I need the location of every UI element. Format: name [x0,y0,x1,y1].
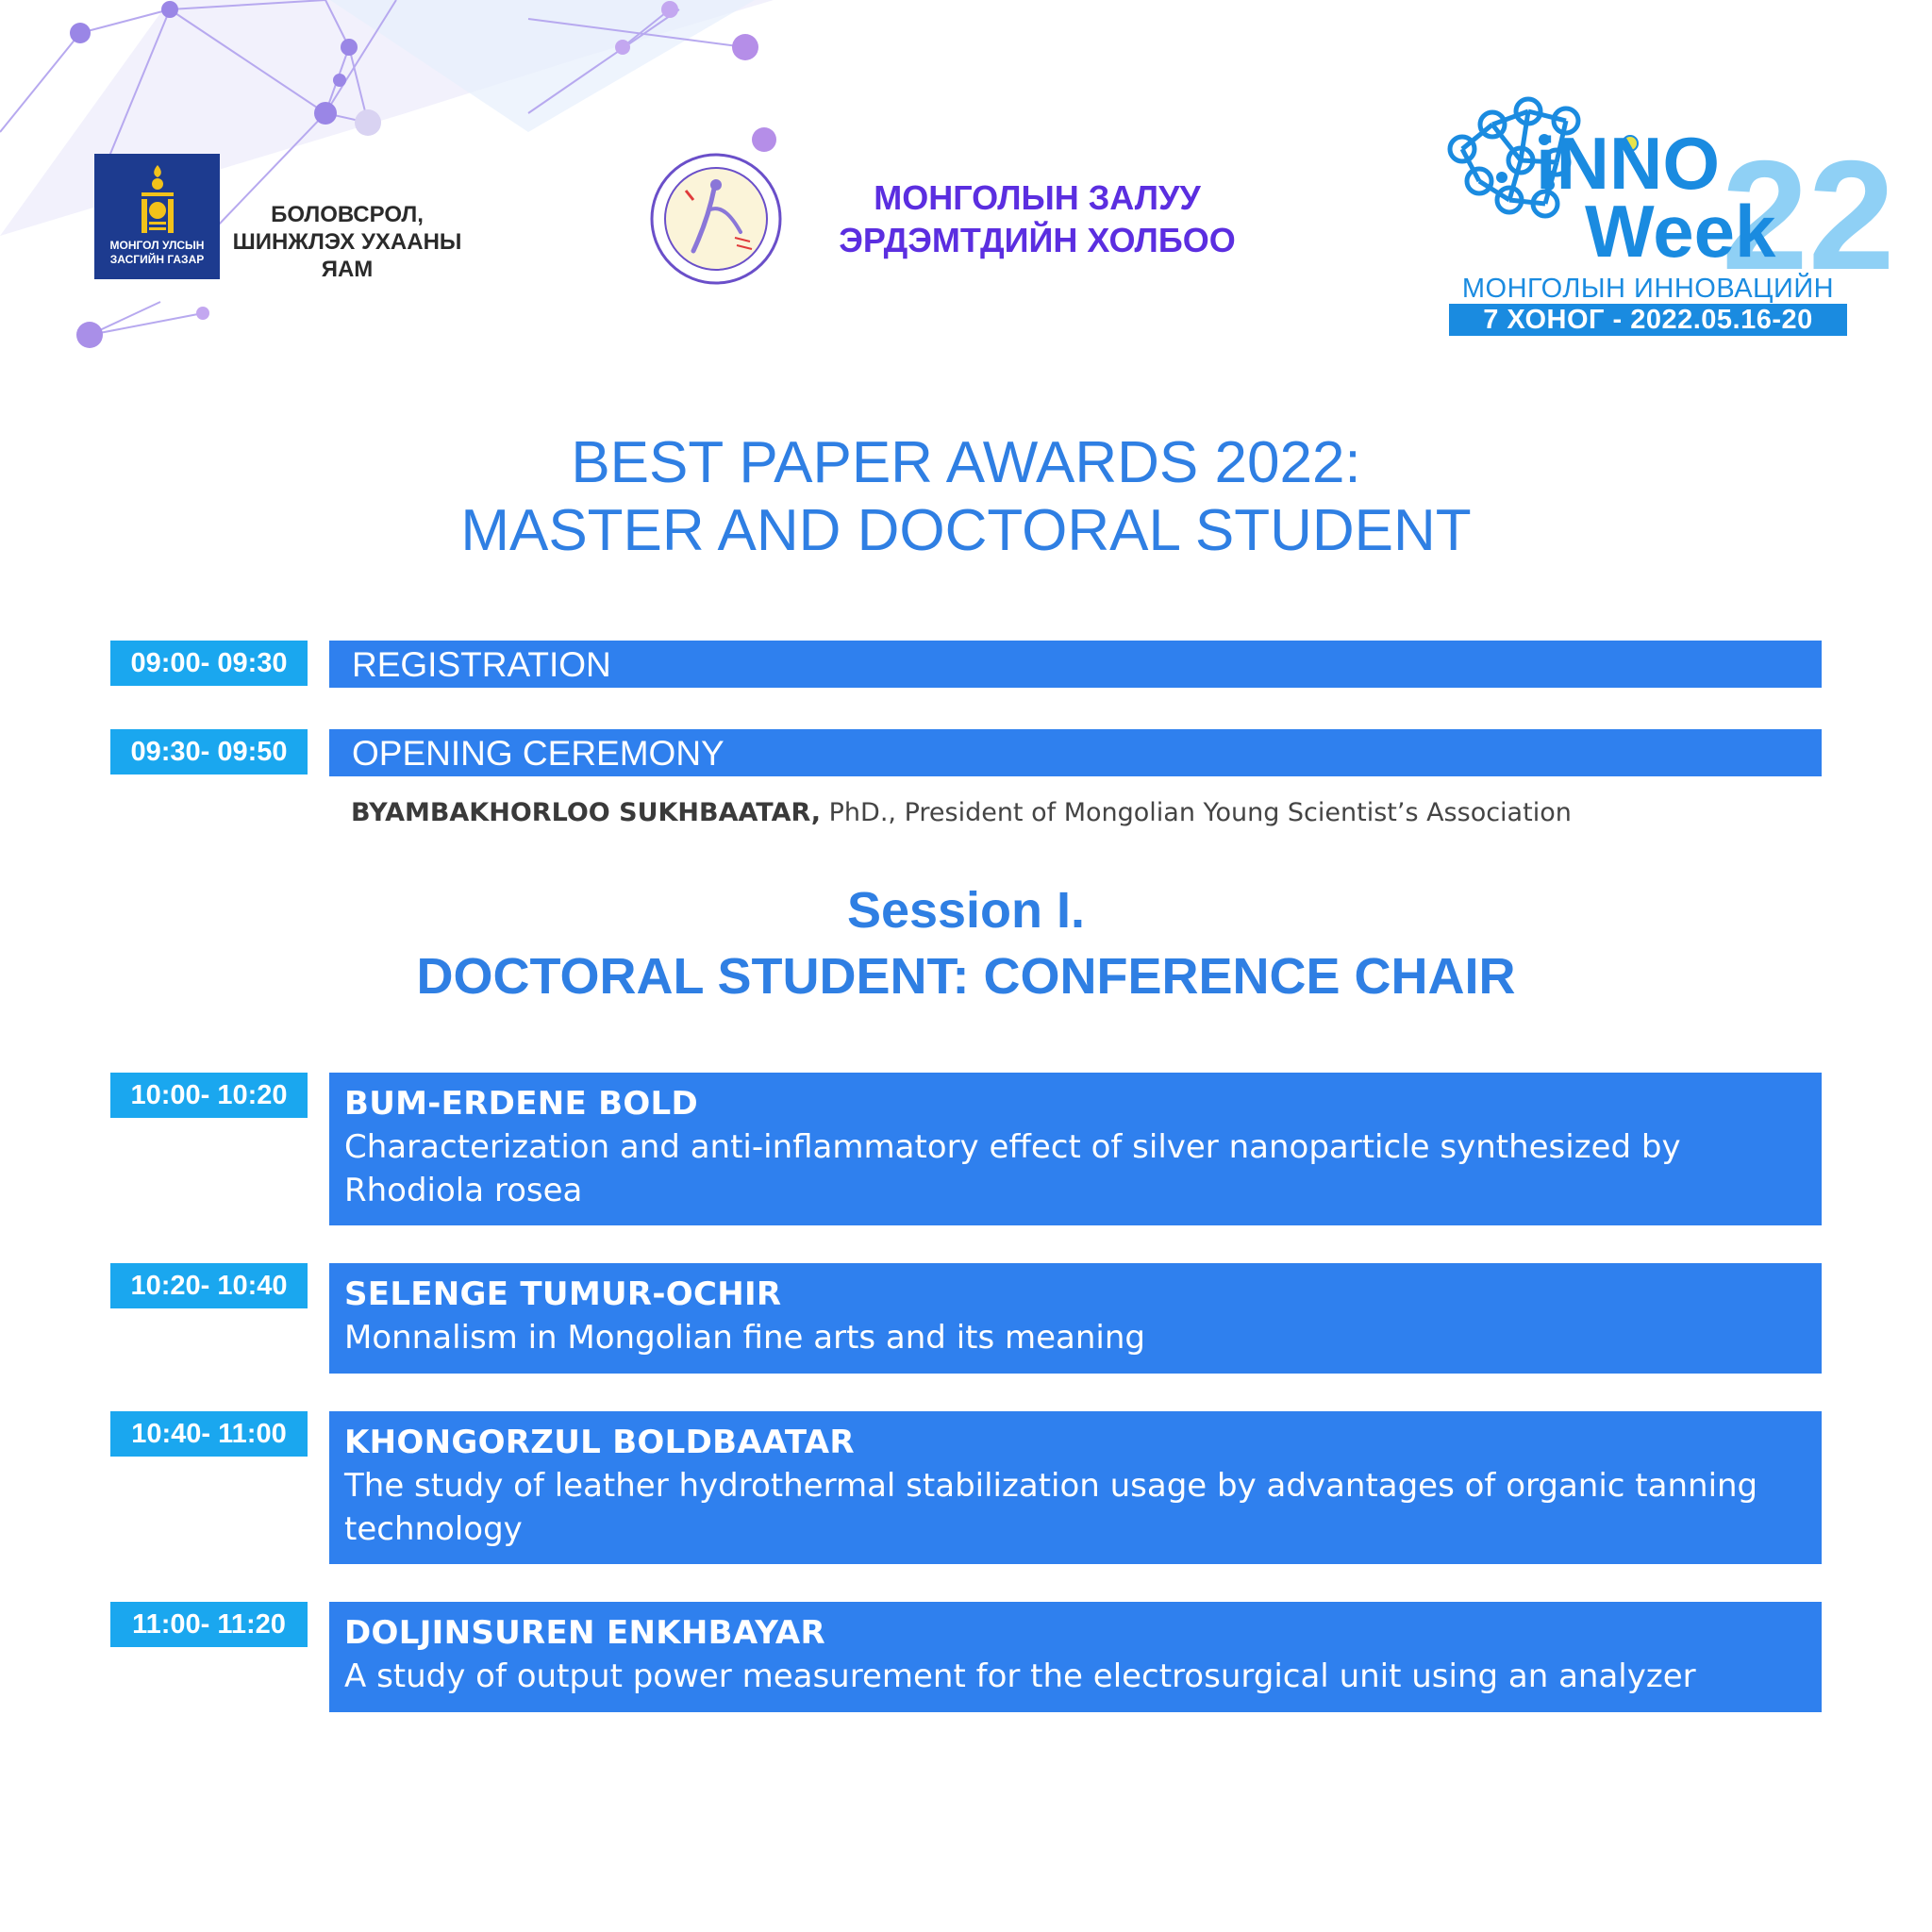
ministry-name [225,201,470,283]
innoweek-date: 7 ХОНОГ - 2022.05.16-20 [1449,304,1847,336]
emblem-caption [94,239,220,267]
association-name-line: МОНГОЛЫН ЗАЛУУ [874,178,1201,217]
session-title-line: Session I. [846,882,1086,939]
talk-block [329,1602,1822,1712]
session-title [0,877,1932,1009]
agenda-label: OPENING CEREMONY [352,734,724,773]
association-name [808,176,1266,261]
time-tag: 10:40- 11:00 [110,1411,308,1457]
soyombo-icon [136,163,179,237]
time-tag: 09:00- 09:30 [110,641,308,686]
talk-title: A study of output power measurement for the electrosurgical unit using an analyzer [344,1657,1696,1695]
ministry-name-line: БОЛОВСРОЛ, [271,202,424,227]
presenter-name: SELENGE TUMUR-OCHIR [344,1275,782,1313]
innoweek-subtitle: МОНГОЛЫН ИННОВАЦИЙН [1461,274,1835,304]
ministry-name-line: ШИНЖЛЭХ УХААНЫ [232,229,462,255]
speaker-details: PhD., President of Mongolian Young Scientist’s Association [821,798,1572,827]
innoweek-text-bottom: Week [1585,190,1776,273]
page-title-line: MASTER AND DOCTORAL STUDENT [460,498,1472,563]
association-name-line: ЭРДЭМТДИЙН ХОЛБОО [839,221,1236,259]
time-tag: 11:00- 11:20 [110,1602,308,1647]
time-tag: 10:00- 10:20 [110,1073,308,1118]
innoweek-text-top: iNNO [1536,122,1720,205]
agenda-bar-opening-ceremony [329,729,1822,776]
speaker-name: BYAMBAKHORLOO SUKHBAATAR, [351,798,822,827]
session-title-line: DOCTORAL STUDENT: CONFERENCE CHAIR [416,948,1516,1005]
talk-title: Monnalism in Mongolian fine arts and its meaning [344,1319,1145,1357]
time-tag: 09:30- 09:50 [110,729,308,774]
talk-block [329,1073,1822,1225]
association-emblem-icon [648,151,784,287]
page-title [0,429,1932,565]
innoweek-number: 22 [1722,128,1895,302]
presenter-name: BUM-ERDENE BOLD [344,1085,699,1123]
innoweek-logo [1434,94,1895,340]
page-title-line: BEST PAPER AWARDS 2022: [571,430,1361,495]
talk-block [329,1411,1822,1564]
agenda-bar-registration [329,641,1822,688]
talk-block [329,1263,1822,1374]
emblem-caption-line: ЗАСГИЙН ГАЗАР [109,253,205,266]
emblem-caption-line: МОНГОЛ УЛСЫН [109,239,205,252]
agenda-label: REGISTRATION [352,645,611,684]
presenter-name: KHONGORZUL BOLDBAATAR [344,1424,855,1461]
time-tag: 10:20- 10:40 [110,1263,308,1308]
presenter-name: DOLJINSUREN ENKHBAYAR [344,1614,825,1652]
opening-speaker [351,797,1572,829]
talk-title: The study of leather hydrothermal stabilization usage by advantages of organic tanning technology [344,1467,1758,1548]
talk-title: Characterization and anti-inflammatory effect of silver nanoparticle synthesized by Rhodiola rosea [344,1128,1681,1209]
government-emblem [94,154,220,279]
ministry-name-line: ЯАМ [321,257,374,282]
